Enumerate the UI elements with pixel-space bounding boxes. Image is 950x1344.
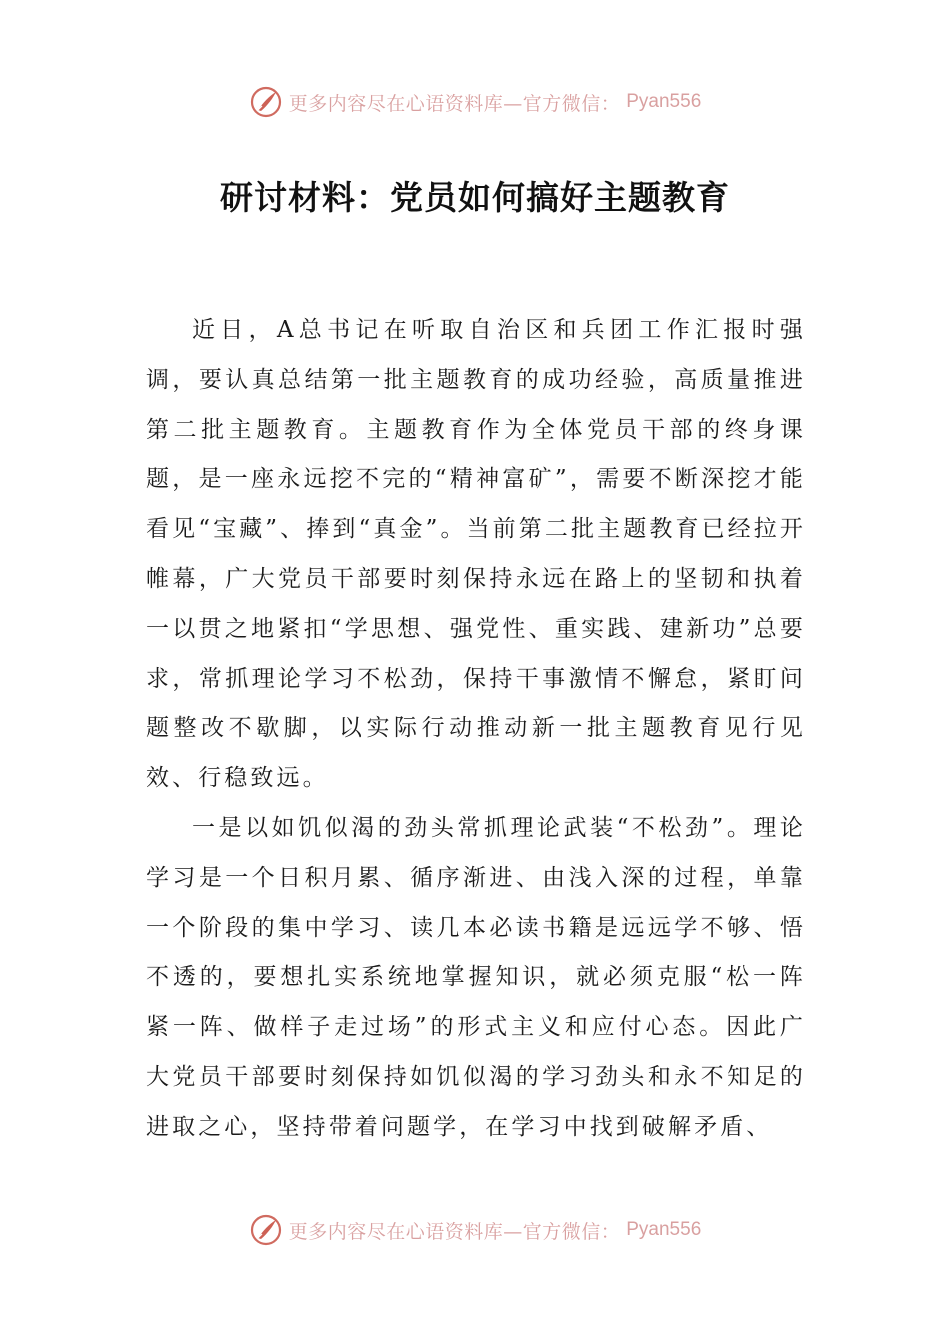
watermark-handle: Pyan556 <box>626 1219 702 1240</box>
header-watermark <box>0 82 950 122</box>
quill-logo-icon <box>249 1213 283 1247</box>
watermark-text: 更多内容尽在心语资料库—官方微信： <box>288 92 621 115</box>
document-title: 研讨材料：党员如何搞好主题教育 <box>220 178 730 217</box>
quill-logo-icon <box>249 85 283 119</box>
document-body <box>146 306 806 1153</box>
paragraph-intro: 近日，A总书记在听取自治区和兵团工作汇报时强调，要认真总结第一批主题教育的成功经验，高质量推进第二批主题教育。主题教育作为全体党员干部的终身课题，是一座永远挖不完的“精神富矿”，需要不断深挖才能看见“宝藏”、捧到“真金”。当前第二批主题教育已经拉开帷幕，广大党员干部要时刻保持永远在路上的坚韧和执着一以贯之地紧扣“学思想、强党性、重实践、建新功”总要求，常抓理论学习不松劲，保持干事激情不懈怠，紧盯问题整改不歇脚，以实际行动推动新一批主题教育见行见效、行稳致远。 <box>146 317 806 792</box>
footer-watermark <box>0 1210 950 1250</box>
watermark-handle: Pyan556 <box>626 91 702 112</box>
watermark-text: 更多内容尽在心语资料库—官方微信： <box>288 1220 621 1243</box>
paragraph-point-one: 一是以如饥似渴的劲头常抓理论武装“不松劲”。理论学习是一个日积月累、循序渐进、由浅入深的过程，单靠一个阶段的集中学习、读几本必读书籍是远远学不够、悟不透的，要想扎实系统地掌握知识，就必须克服“松一阵紧一阵、做样子走过场”的形式主义和应付心态。因此广大党员干部要时刻保持如饥似渴的学习劲头和永不知足的进取之心，坚持带着问题学，在学习中找到破解矛盾、 <box>146 814 806 1140</box>
